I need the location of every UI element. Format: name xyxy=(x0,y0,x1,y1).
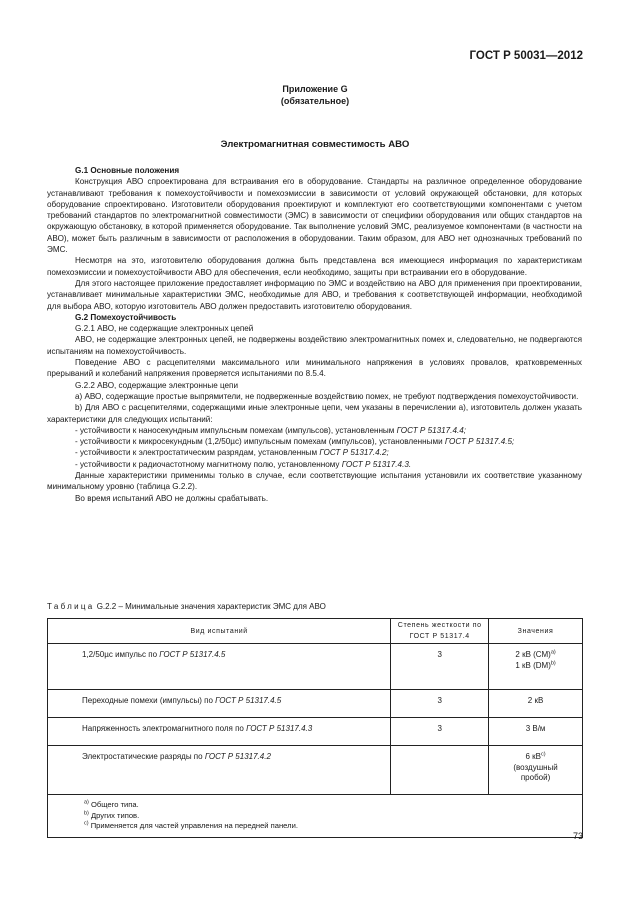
table-footnotes-row xyxy=(48,795,583,838)
appendix-subtitle: (обязательное) xyxy=(280,96,350,106)
table-cell: Переходные помехи (импульсы) по ГОСТ Р 51317.4.5 xyxy=(48,690,391,718)
table-cell: 3 В/м xyxy=(489,718,583,746)
footnote: $^{a)}$ Общего типа. xyxy=(84,799,139,809)
table-footnotes xyxy=(48,795,583,838)
table-caption-word: Таблица xyxy=(47,602,95,611)
table-row xyxy=(48,644,583,690)
paragraph: a) АВО, содержащие простые выпрямители, не подверженные воздействию помех, не требуют подтверждения помехоустойчивости. xyxy=(75,391,579,401)
paragraph: АВО, не содержащие электронных цепей, не подвержены воздействию электромагнитных помех и, следовательно, не подвергаются испытаниям на помехоустойчивость. xyxy=(47,335,582,356)
list-item: - устойчивости к электростатическим разрядам, установленным ГОСТ Р 51317.4.2; xyxy=(75,448,389,458)
page-number: 73 xyxy=(572,831,583,841)
paragraph: Данные характеристики применимы только в случае, если соответствующие испытания установили их соответствие указанному минимальному уровню (таблица G.2.2). xyxy=(47,471,582,492)
standard-header: ГОСТ Р 50031—2012 xyxy=(469,50,583,62)
table-cell: 6 $кВ^{c)}$ (воздушный пробой) xyxy=(489,746,583,795)
section-heading-g2: G.2 Помехоустойчивость xyxy=(75,312,177,322)
table-caption xyxy=(47,602,326,611)
list-item: - устойчивости к радиочастотному магнитному полю, установленному ГОСТ Р 51317.4.3. xyxy=(75,459,412,469)
footnote: $^{c)}$ Применяется для частей управления на передней панели. xyxy=(84,820,298,830)
document-body xyxy=(47,165,582,504)
column-header-type: Вид испытаний xyxy=(48,619,391,644)
section-heading-g1: G.1 Основные положения xyxy=(75,166,180,175)
table-cell: 3 xyxy=(391,644,489,690)
table-cell: 2 кВ xyxy=(489,690,583,718)
table-row xyxy=(48,690,583,718)
table-cell: 1,2/50µс импульс по ГОСТ Р 51317.4.5 xyxy=(48,644,391,690)
table-caption-text: G.2.2 – Минимальные значения характеристик ЭМС для АВО xyxy=(94,602,326,611)
paragraph: Во время испытаний АВО не должны срабатывать. xyxy=(75,493,269,503)
subsection-heading: G.2.2 АВО, содержащие электронные цепи xyxy=(75,380,238,390)
paragraph: Поведение АВО с расцепителями максимального или минимального напряжения в условиях провалов, кратковременных прерываний и колебаний напряжения проверяется испытаниями по 8.5.4. xyxy=(47,358,582,379)
table-cell xyxy=(391,746,489,795)
list-item: - устойчивости к наносекундным импульсным помехам (импульсов), установленным ГОСТ Р 51317.4.4; xyxy=(75,425,466,435)
list-item: - устойчивости к микросекундным (1,2/50µс) импульсным помехам (импульсов), установленными ГОСТ Р 51317.4.5; xyxy=(75,437,515,447)
document-title: Электромагнитная совместимость АВО xyxy=(220,139,410,150)
paragraph: Конструкция АВО спроектирована для встраивания его в оборудование. Стандарты на различное определенное оборудование устанавливают требования к помехоустойчивости и помехоэмиссии в зависимости от условий окружающей обстановки, для которых оборудование спроектировано. Изготовители оборудования проектируют и комплектуют его соответствующими компонентами с учетом требований стандартов по электромагнитной совместимости (ЭМС) в зависимости от специфики оборудования или общих стандартов на окружающую обстановку, в которой применяется оборудование. Так выполнение условий ЭМС, реализуемое компонентами (в частности на АВО), может быть различным в зависимости от расположения в оборудовании. Таким образом, для АВО нет однозначных требований по ЭМС. xyxy=(47,177,582,255)
paragraph: Несмотря на это, изготовителю оборудования должна быть представлена вся имеющиеся информация по характеристикам помехоэмиссии и помехоустойчивости АВО для обеспечения, если необходимо, защиты при встраивании его в оборудование. xyxy=(47,256,582,277)
table-cell: 3 xyxy=(391,690,489,718)
emc-table xyxy=(47,618,583,838)
table-row xyxy=(48,718,583,746)
paragraph: b) Для АВО с расцепителями, содержащими иные электронные цепи, чем указаны в перечислении a), изготовитель должен указать характеристики для следующих испытаний: xyxy=(47,403,582,424)
table-header-row xyxy=(48,619,583,644)
appendix-title: Приложение G xyxy=(282,84,348,94)
table-cell: Электростатические разряды по ГОСТ Р 51317.4.2 xyxy=(48,746,391,795)
paragraph: Для этого настоящее приложение предоставляет информацию по ЭМС и воздействию на АВО для применения при проектировании, устанавливает минимальные характеристики ЭМС, необходимые для АВО, и требования к соответствующей информации, необходимой для выбора АВО, которую изготовитель АВО должен предоставить изготовителю оборудования. xyxy=(47,278,582,311)
table-cell: 3 xyxy=(391,718,489,746)
subsection-heading: G.2.1 АВО, не содержащие электронных цепей xyxy=(75,324,254,334)
footnote: $^{b)}$ Других типов. xyxy=(84,809,140,820)
appendix-heading xyxy=(0,83,630,107)
column-header-degree: Степень жесткости по ГОСТ Р 51317.4 xyxy=(391,619,489,644)
table-cell: 2 кВ (СМ)$^{a)}$ 1 кВ (DM)$^{b)}$ xyxy=(489,644,583,690)
column-header-values: Значения xyxy=(489,619,583,644)
table-row xyxy=(48,746,583,795)
table-cell: Напряженность электромагнитного поля по ГОСТ Р 51317.4.3 xyxy=(48,718,391,746)
